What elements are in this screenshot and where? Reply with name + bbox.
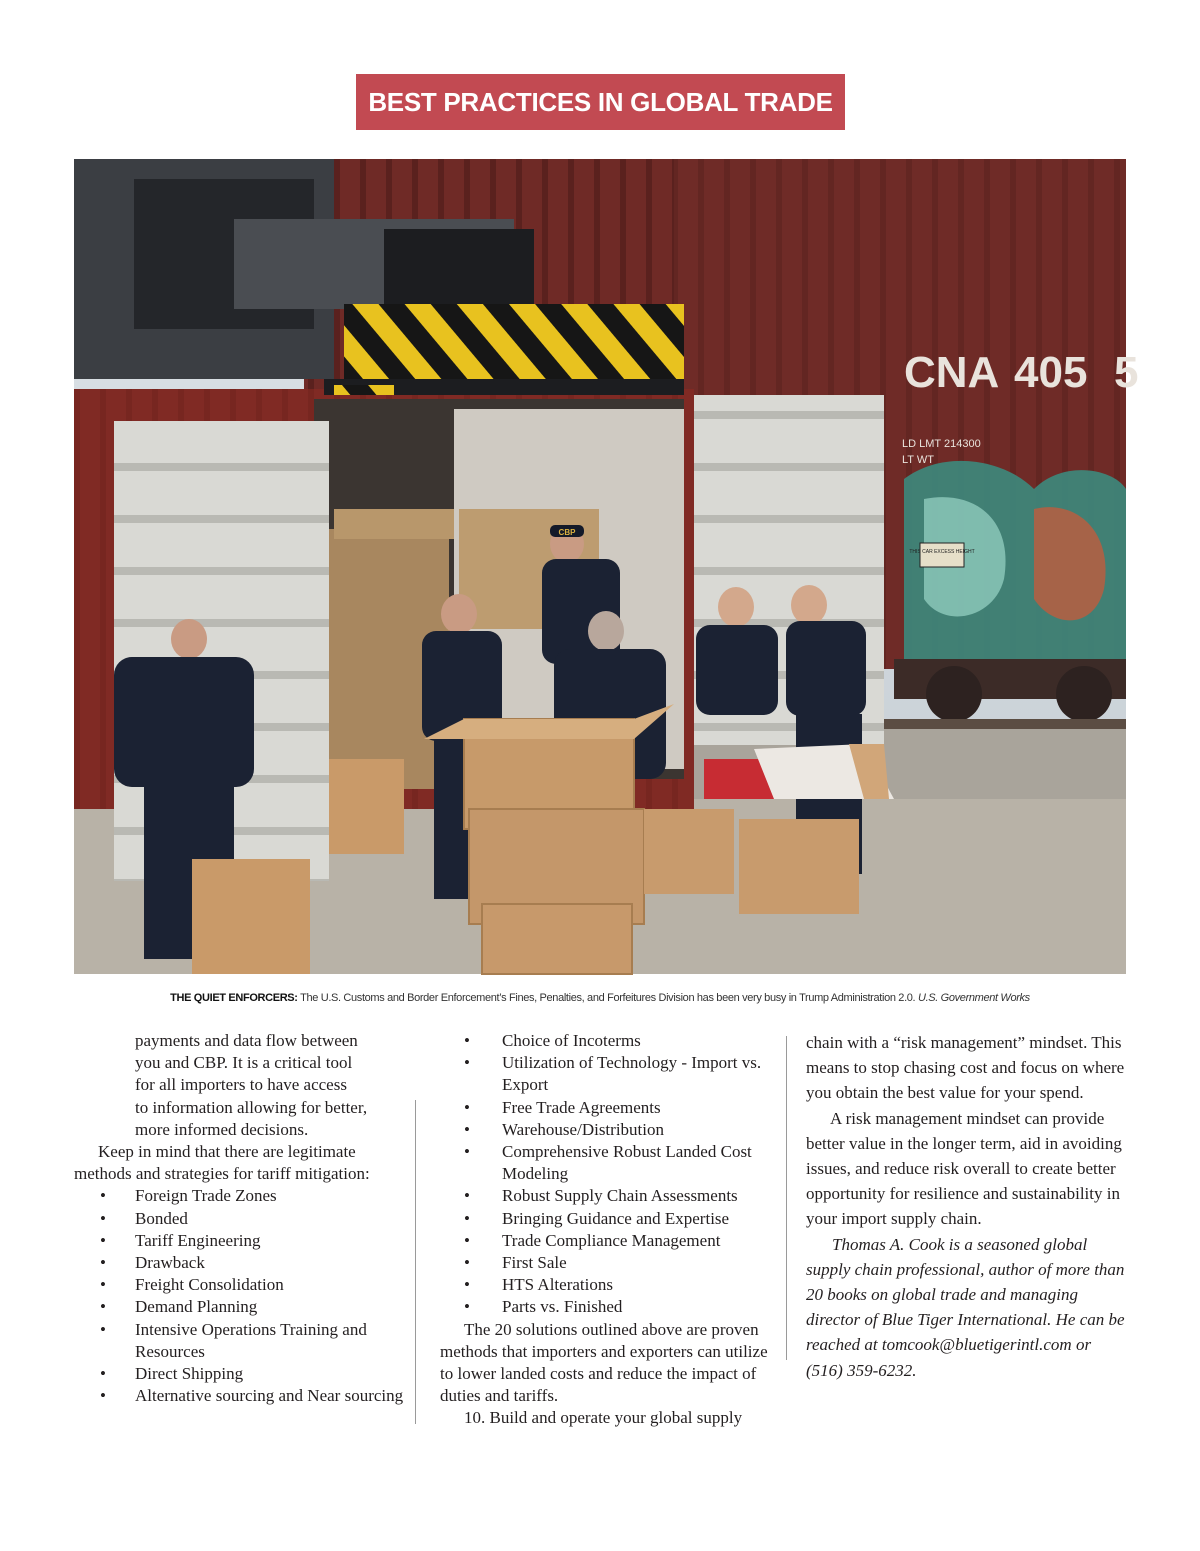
list-item: • Choice of Incoterms [440, 1030, 770, 1052]
author-bio: Thomas A. Cook is a seasoned global supply chain professional, author of more than 20 books on global trade and managing director of Blue Tiger International. He can be reached at tomcook@bluetigerintl.com or (516) 359-6232. [806, 1234, 1125, 1380]
intro-paragraph: payments and data flow between you and CBP. It is a critical tool for all importers to have access to information allowing for better, more informed decisions. [135, 1031, 368, 1139]
svg-text:LD LMT 214300: LD LMT 214300 [902, 438, 981, 450]
list-item: • Trade Compliance Management [440, 1230, 770, 1252]
body-paragraph: Keep in mind that there are legitimate methods and strategies for tariff mitigation: [74, 1142, 370, 1184]
body-paragraph: chain with a “risk management” mindset. This means to stop chasing cost and focus on where you obtain the best value for your spend. [806, 1033, 1125, 1103]
list-item: • HTS Alterations [440, 1274, 770, 1296]
caption-credit: U.S. Government Works [917, 992, 1030, 1004]
svg-text:LT WT: LT WT [902, 454, 934, 466]
article-column-2 [440, 1030, 770, 1430]
svg-text:5: 5 [1114, 348, 1139, 397]
bullet-list [74, 1185, 404, 1407]
list-item: • Tariff Engineering [74, 1230, 404, 1252]
list-item: • Foreign Trade Zones [74, 1185, 404, 1207]
list-item: • Free Trade Agreements [440, 1097, 770, 1119]
body-paragraph: The 20 solutions outlined above are proven methods that importers and exporters can utilize to lower landed costs and reduce the impact of duties and tariffs. [440, 1319, 768, 1406]
boxcar-reporting-mark: CNA [904, 348, 1000, 397]
svg-text:CBP: CBP [558, 528, 576, 537]
caption-lead: THE QUIET ENFORCERS: [170, 992, 298, 1004]
list-item: • Drawback [74, 1252, 404, 1274]
list-item: • Warehouse/Distribution [440, 1119, 770, 1141]
boxcar-number: 405 [1014, 348, 1088, 397]
section-banner: BEST PRACTICES IN GLOBAL TRADE [356, 74, 845, 130]
article-column-1 [74, 1030, 404, 1407]
list-item: • Comprehensive Robust Landed Cost Modeling [440, 1141, 770, 1185]
numbered-point: 10. Build and operate your global supply [464, 1408, 743, 1428]
list-item: • Bringing Guidance and Expertise [440, 1208, 770, 1230]
list-item: • Demand Planning [74, 1296, 404, 1318]
list-item: • Bonded [74, 1208, 404, 1230]
list-item: • Utilization of Technology - Import vs. Export [440, 1052, 770, 1096]
list-item: • First Sale [440, 1252, 770, 1274]
list-item: • Alternative sourcing and Near sourcing [74, 1385, 404, 1407]
list-item: • Freight Consolidation [74, 1274, 404, 1296]
caption-text: The U.S. Customs and Border Enforcement’s Fines, Penalties, and Forfeitures Division has been very busy in Trump Administration 2.0. [300, 992, 916, 1004]
photo-caption [74, 992, 1126, 1004]
body-paragraph: A risk management mindset can provide better value in the longer term, aid in avoiding issues, and reduce risk overall to create better opportunity for resilience and sustainability in your import supply chain. [806, 1108, 1122, 1229]
bullet-list [440, 1030, 770, 1319]
list-item: • Robust Supply Chain Assessments [440, 1185, 770, 1207]
svg-text:THIS CAR EXCESS HEIGHT: THIS CAR EXCESS HEIGHT [909, 549, 975, 555]
column-divider [415, 1100, 416, 1424]
hazard-stripes [344, 304, 684, 384]
column-divider [786, 1036, 787, 1360]
list-item: • Intensive Operations Training and Resources [74, 1319, 404, 1363]
article-photo [74, 159, 1139, 974]
list-item: • Direct Shipping [74, 1363, 404, 1385]
list-item: • Parts vs. Finished [440, 1296, 770, 1318]
article-column-3 [806, 1030, 1128, 1383]
